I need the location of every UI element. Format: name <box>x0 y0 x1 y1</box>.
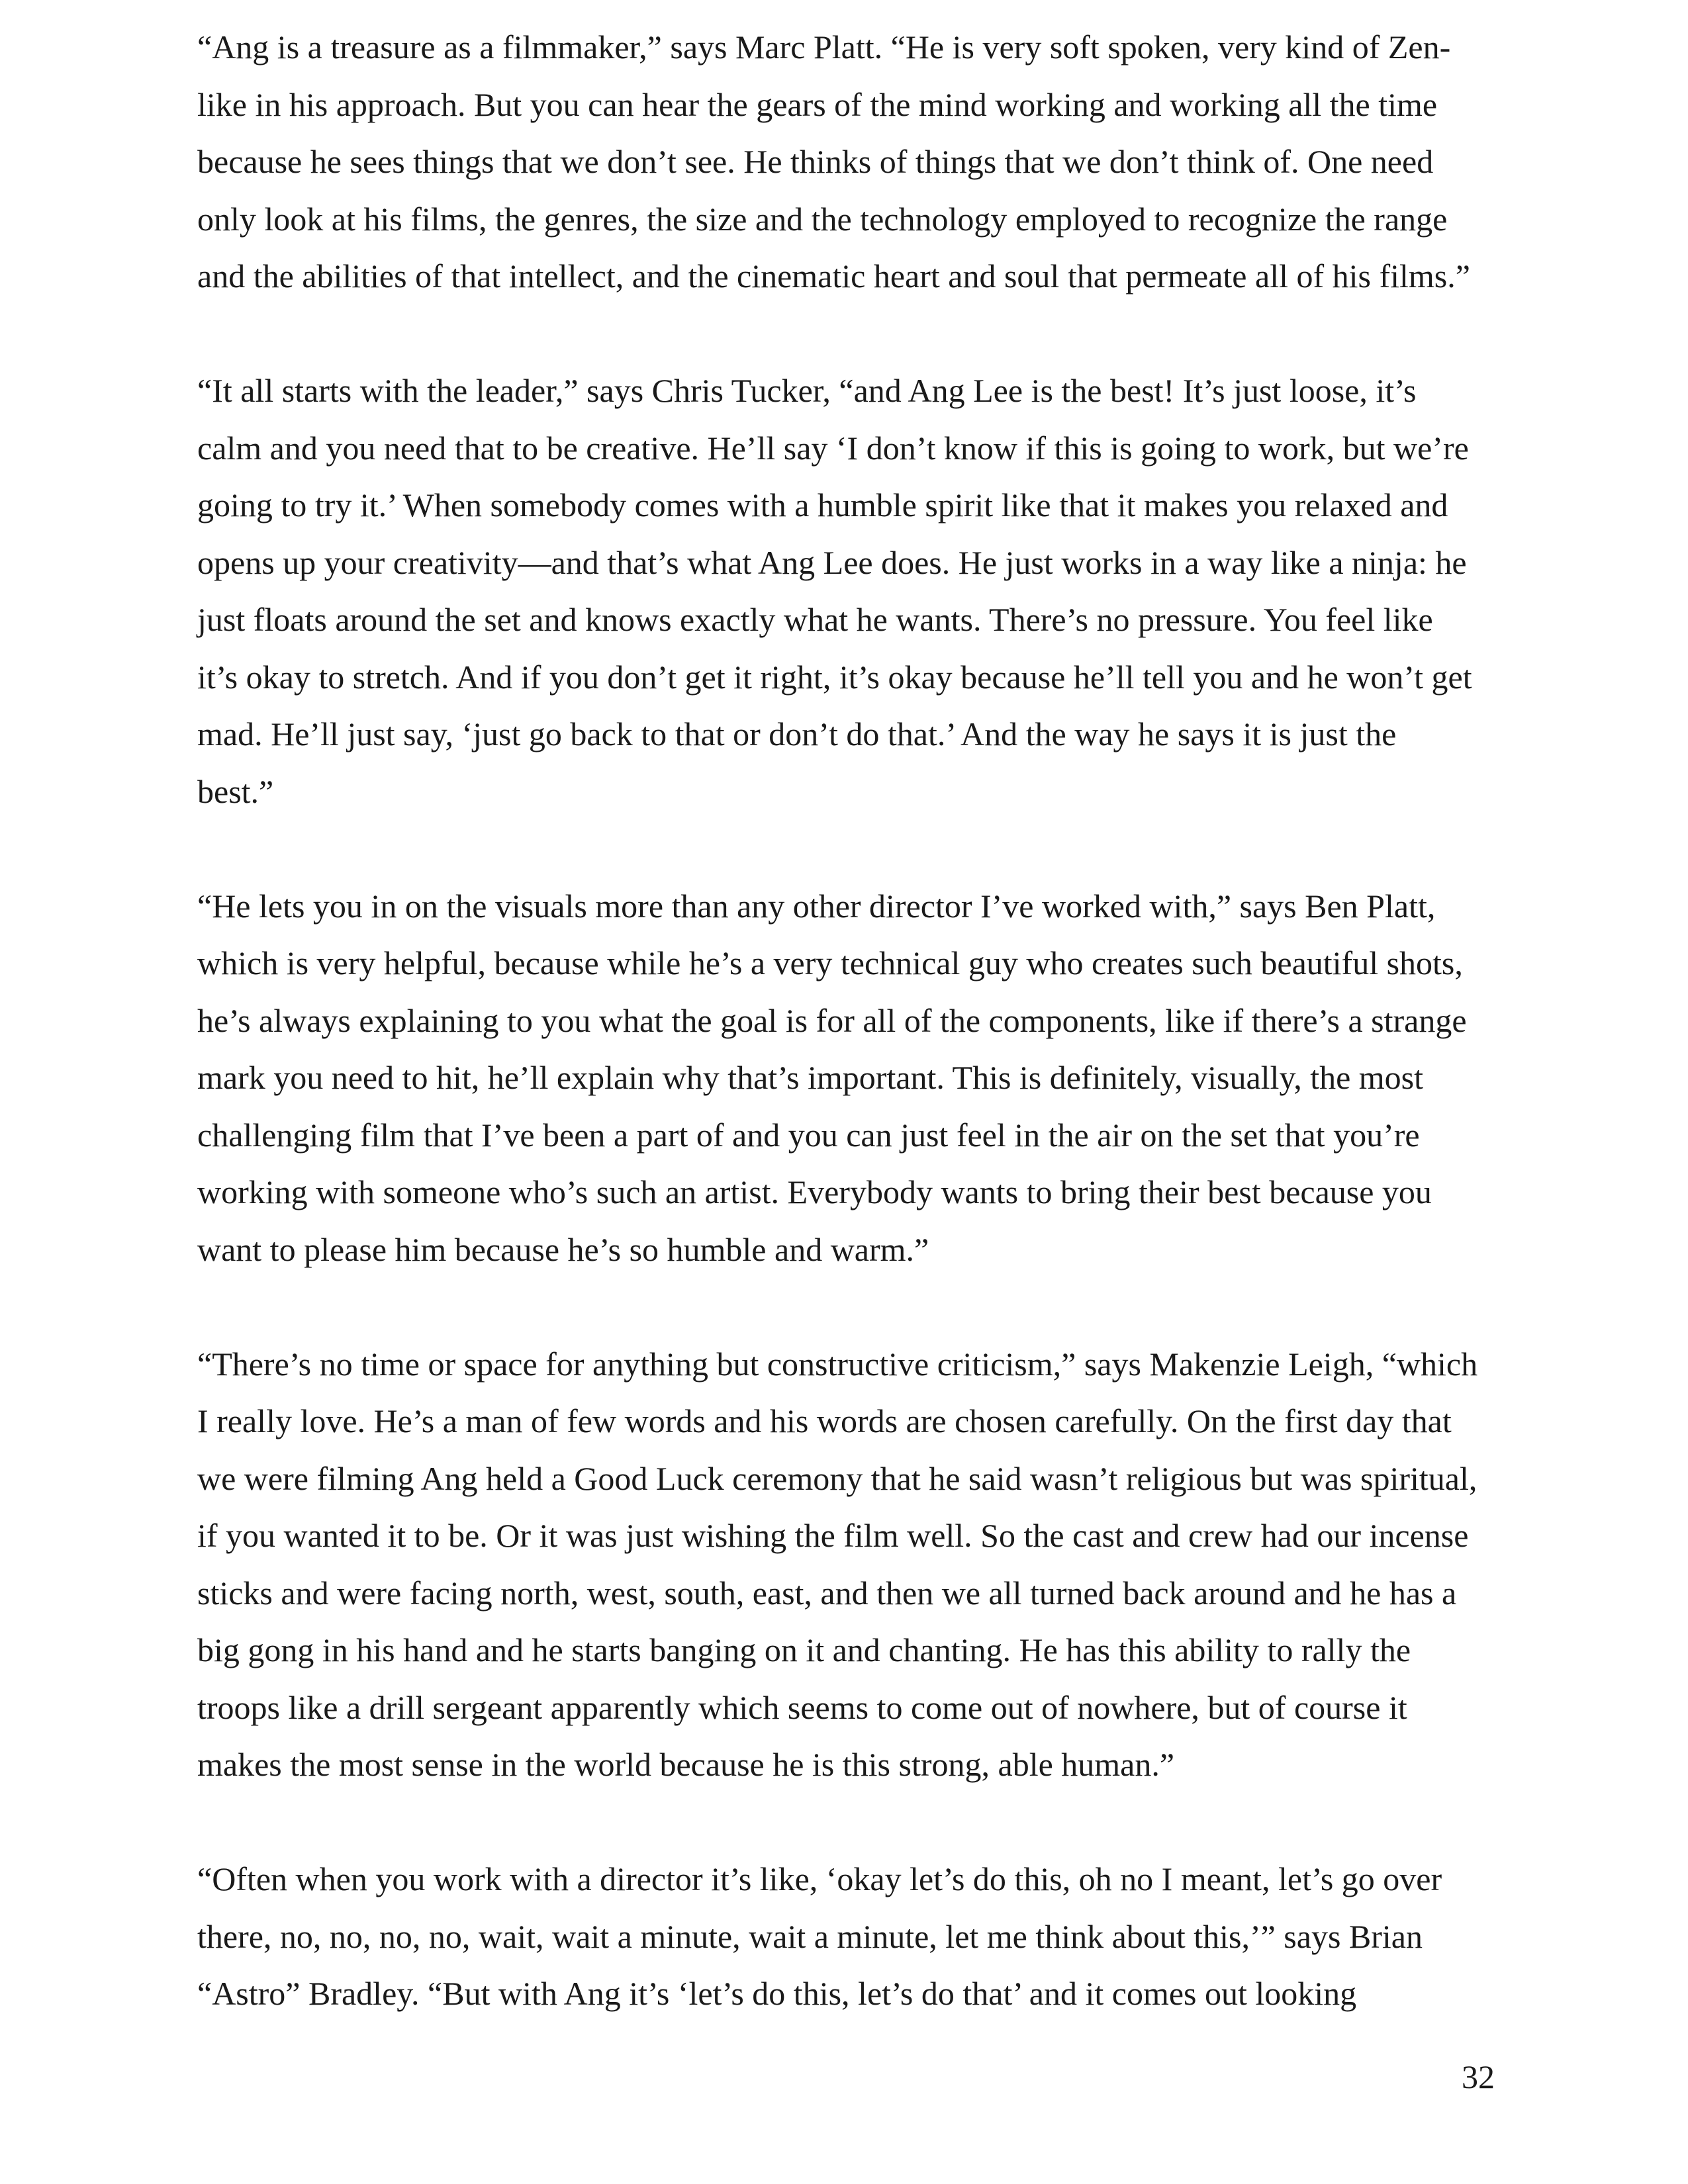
text-line: “There’s no time or space for anything but constructive criticism,” says Makenzie Leigh, “which <box>197 1345 1478 1383</box>
text-line: going to try it.’ When somebody comes with a humble spirit like that it makes you relaxed and <box>197 486 1448 523</box>
text-line: “It all starts with the leader,” says Chris Tucker, “and Ang Lee is the best! It’s just loose, it’s <box>197 372 1417 409</box>
text-line: “He lets you in on the visuals more than any other director I’ve worked with,” says Ben Platt, <box>197 887 1436 925</box>
text-line: if you wanted it to be. Or it was just wishing the film well. So the cast and crew had our incense <box>197 1517 1469 1554</box>
text-line: we were filming Ang held a Good Luck ceremony that he said wasn’t religious but was spiritual, <box>197 1459 1477 1497</box>
text-line: like in his approach. But you can hear the gears of the mind working and working all the time <box>197 85 1438 123</box>
text-line: calm and you need that to be creative. He’ll say ‘I don’t know if this is going to work, but we’re <box>197 429 1469 467</box>
text-line: only look at his films, the genres, the size and the technology employed to recognize the range <box>197 200 1448 238</box>
page-number: 32 <box>1462 2058 1495 2095</box>
text-line: troops like a drill sergeant apparently which seems to come out of nowhere, but of course it <box>197 1688 1407 1726</box>
text-line: challenging film that I’ve been a part of and you can just feel in the air on the set that you’re <box>197 1116 1420 1154</box>
paragraph-brian-bradley-quote <box>197 1850 1495 2023</box>
text-line: which is very helpful, because while he’s a very technical guy who creates such beautiful shots, <box>197 944 1463 981</box>
text-line: “Often when you work with a director it’s like, ‘okay let’s do this, oh no I meant, let’s go over <box>197 1860 1442 1897</box>
text-line: he’s always explaining to you what the goal is for all of the components, like if there’s a strange <box>197 1001 1467 1039</box>
body-text <box>197 19 1495 2023</box>
text-line: opens up your creativity—and that’s what Ang Lee does. He just works in a way like a ninja: he <box>197 543 1467 581</box>
text-line: it’s okay to stretch. And if you don’t get it right, it’s okay because he’ll tell you and he won’t get <box>197 658 1472 696</box>
text-line: want to please him because he’s so humble and warm.” <box>197 1230 929 1268</box>
text-line: “Ang is a treasure as a filmmaker,” says Marc Platt. “He is very soft spoken, very kind of Zen- <box>197 28 1451 66</box>
text-line: best.” <box>197 772 274 810</box>
paragraph-makenzie-leigh-quote <box>197 1336 1495 1794</box>
text-line: “Astro” Bradley. “But with Ang it’s ‘let’s do this, let’s do that’ and it comes out looking <box>197 1975 1357 2012</box>
text-line: big gong in his hand and he starts banging on it and chanting. He has this ability to rally the <box>197 1631 1411 1668</box>
text-line: I really love. He’s a man of few words and his words are chosen carefully. On the first day that <box>197 1402 1452 1439</box>
text-line: and the abilities of that intellect, and the cinematic heart and soul that permeate all of his films.” <box>197 257 1470 295</box>
text-line: sticks and were facing north, west, south, east, and then we all turned back around and he has a <box>197 1574 1457 1612</box>
text-line: just floats around the set and knows exactly what he wants. There’s no pressure. You feel like <box>197 601 1433 638</box>
text-line: mad. He’ll just say, ‘just go back to that or don’t do that.’ And the way he says it is just the <box>197 715 1397 752</box>
text-line: makes the most sense in the world because he is this strong, able human.” <box>197 1746 1175 1783</box>
text-line: working with someone who’s such an artist. Everybody wants to bring their best because you <box>197 1173 1432 1210</box>
paragraph-chris-tucker-quote <box>197 362 1495 820</box>
paragraph-marc-platt-quote <box>197 19 1495 305</box>
text-line: there, no, no, no, no, wait, wait a minute, wait a minute, let me think about this,’” says Brian <box>197 1917 1423 1955</box>
text-line: mark you need to hit, he’ll explain why that’s important. This is definitely, visually, the most <box>197 1059 1424 1096</box>
paragraph-ben-platt-quote <box>197 878 1495 1279</box>
text-line: because he sees things that we don’t see. He thinks of things that we don’t think of. One need <box>197 143 1434 180</box>
